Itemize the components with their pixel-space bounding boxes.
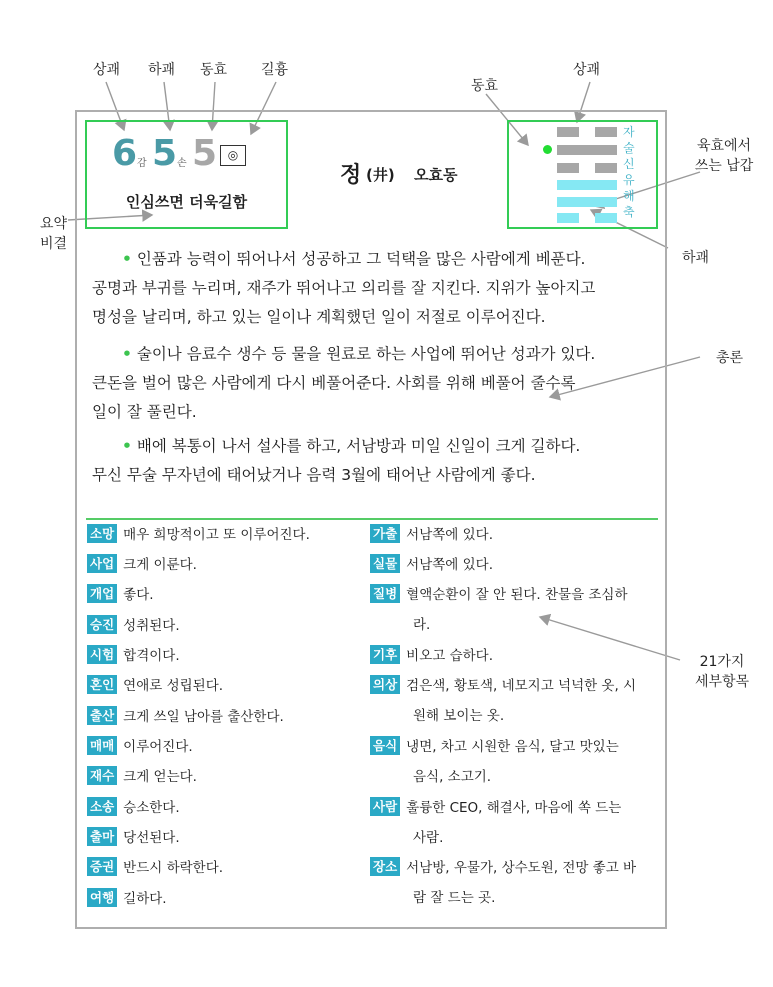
callout-upper-trigram-right: 상괘 [573, 62, 601, 78]
line-1-left [557, 213, 579, 223]
paragraph-line: 인품과 능력이 뛰어나서 성공하고 그 덕택을 많은 사람에게 베푼다. [136, 250, 586, 268]
detail-item [87, 762, 197, 792]
detail-item [87, 793, 180, 823]
detail-item-label: 의상 [370, 675, 400, 694]
detail-item-label: 혼인 [87, 675, 117, 694]
callout-detail-items: 21가지 세부항목 [694, 654, 750, 690]
detail-item-text: 길하다. [123, 891, 167, 907]
line-3 [557, 180, 617, 190]
detail-item [370, 793, 621, 823]
detail-item-text: 이루어진다. [123, 739, 193, 755]
detail-item-label: 시험 [87, 645, 117, 664]
hexagram-hanja: (井) [366, 166, 395, 184]
moving-line-number: 5 [192, 133, 218, 174]
detail-item-label: 가출 [370, 524, 400, 543]
detail-item-text: 서남쪽에 있다. [406, 527, 493, 543]
callout-fortune: 길흉 [261, 62, 289, 78]
detail-item-continuation: 람 잘 드는 곳. [413, 890, 496, 906]
detail-item-label: 음식 [370, 736, 400, 755]
detail-item-label: 실물 [370, 554, 400, 573]
paragraph-line: 명성을 날리며, 하고 있는 일이나 계획했던 일이 저절로 이루어진다. [92, 308, 546, 326]
callout-upper-trigram: 상괘 [93, 62, 121, 78]
detail-item-continuation: 라. [413, 617, 431, 633]
lower-trigram-name: 손 [177, 158, 187, 169]
detail-item [370, 580, 628, 610]
detail-item-text: 검은색, 황토색, 네모지고 넉넉한 옷, 시 [406, 678, 637, 694]
callout-overview: 총론 [716, 350, 744, 366]
bullet-icon: • [122, 250, 132, 268]
detail-item-text: 합격이다. [123, 648, 180, 664]
detail-item-text: 성취된다. [123, 618, 180, 634]
line-6-left [557, 127, 579, 137]
detail-item-continuation: 사람. [413, 830, 444, 846]
callout-napgap: 육효에서 쓰는 납갑 [694, 138, 754, 174]
callout-summary: 요약 비결 [40, 216, 68, 252]
detail-item [87, 732, 193, 762]
upper-trigram-name: 감 [137, 158, 147, 169]
detail-item [87, 702, 284, 732]
fortune-symbol-icon: ◎ [220, 145, 246, 166]
line-4-right [595, 163, 617, 173]
detail-item-label: 장소 [370, 857, 400, 876]
detail-item-label: 개업 [87, 584, 117, 603]
detail-item [370, 671, 636, 701]
line-4-left [557, 163, 579, 173]
detail-item-label: 증권 [87, 857, 117, 876]
lower-trigram-number: 5 [152, 133, 178, 174]
callout-moving-line-right: 동효 [471, 78, 499, 94]
detail-item [87, 641, 180, 671]
detail-item-label: 사람 [370, 797, 400, 816]
callout-lower-trigram: 하괘 [148, 62, 176, 78]
summary-text: 인심쓰면 더욱길함 [125, 193, 248, 211]
ganzhi-1: 축 [623, 205, 635, 219]
overview-paragraph-3 [92, 432, 580, 490]
detail-item [370, 641, 493, 671]
detail-item-label: 출산 [87, 706, 117, 725]
overview-paragraph-2 [92, 340, 595, 427]
line-6-right [595, 127, 617, 137]
detail-item [87, 671, 223, 701]
ganzhi-4: 신 [623, 157, 635, 171]
callout-moving-line: 동효 [200, 62, 228, 78]
detail-item-label: 소송 [87, 797, 117, 816]
detail-item-text: 반드시 하락한다. [123, 860, 224, 876]
detail-item [370, 520, 493, 550]
detail-item-label: 승진 [87, 615, 117, 634]
paragraph-line: 공명과 부귀를 누리며, 재주가 뛰어나고 의리를 잘 지킨다. 지위가 높아지고 [92, 279, 596, 297]
detail-item-text: 서남방, 우물가, 상수도원, 전망 좋고 바 [406, 860, 637, 876]
detail-item-text: 당선된다. [123, 830, 180, 846]
paragraph-line: 일이 잘 풀린다. [92, 403, 197, 421]
detail-item [87, 550, 197, 580]
line-1-right [595, 213, 617, 223]
moving-line-dot [543, 145, 552, 154]
upper-trigram-number: 6 [112, 133, 138, 174]
detail-item [87, 580, 154, 610]
callout-lower-trigram-right: 하괘 [682, 250, 710, 266]
detail-item-text: 매우 희망적이고 또 이루어진다. [123, 527, 310, 543]
ganzhi-3: 유 [623, 173, 635, 187]
detail-item [87, 611, 180, 641]
ganzhi-6: 자 [623, 125, 635, 139]
line-2 [557, 197, 617, 207]
detail-item [87, 520, 310, 550]
bullet-icon: • [122, 437, 132, 455]
detail-item [370, 853, 636, 883]
detail-item-label: 사업 [87, 554, 117, 573]
detail-item-text: 훌륭한 CEO, 해결사, 마음에 쏙 드는 [406, 800, 622, 816]
detail-item-text: 승소한다. [123, 800, 180, 816]
detail-item [370, 550, 493, 580]
bullet-icon: • [122, 345, 132, 363]
detail-item-label: 질병 [370, 584, 400, 603]
detail-item [87, 823, 180, 853]
detail-item-text: 크게 얻는다. [123, 769, 197, 785]
detail-item [87, 853, 223, 883]
ganzhi-5: 술 [623, 141, 635, 155]
detail-item [370, 732, 619, 762]
detail-item-text: 좋다. [123, 587, 154, 603]
paragraph-line: 술이나 음료수 생수 등 물을 원료로 하는 사업에 뛰어난 성과가 있다. [136, 345, 596, 363]
detail-item-text: 서남쪽에 있다. [406, 557, 493, 573]
overview-paragraph-1 [92, 245, 595, 332]
paragraph-line: 무신 무술 무자년에 태어났거나 음력 3월에 태어난 사람에게 좋다. [92, 466, 536, 484]
moving-line-label: 오효동 [414, 166, 458, 184]
hexagram-name: 정 [340, 163, 362, 188]
detail-item-label: 여행 [87, 888, 117, 907]
detail-item-label: 출마 [87, 827, 117, 846]
detail-item-text: 크게 이룬다. [123, 557, 197, 573]
paragraph-line: 큰돈을 벌어 많은 사람에게 다시 베풀어준다. 사회를 위해 베풀어 줄수록 [92, 374, 576, 392]
detail-item-text: 혈액순환이 잘 안 된다. 찬물을 조심하 [406, 587, 628, 603]
ganzhi-2: 해 [623, 189, 635, 203]
detail-item-continuation: 원해 보이는 옷. [413, 708, 505, 724]
paragraph-line: 배에 복통이 나서 설사를 하고, 서남방과 미일 신일이 크게 길하다. [136, 437, 581, 455]
detail-item-text: 비오고 습하다. [406, 648, 493, 664]
detail-item-label: 기후 [370, 645, 400, 664]
ganzhi-column [623, 124, 637, 220]
detail-item-continuation: 음식, 소고기. [413, 769, 492, 785]
detail-item-text: 연애로 성립된다. [123, 678, 224, 694]
detail-item-text: 냉면, 차고 시원한 음식, 달고 맛있는 [406, 739, 619, 755]
detail-item-label: 재수 [87, 766, 117, 785]
detail-item-text: 크게 쓰일 남아를 출산한다. [123, 709, 284, 725]
line-5 [557, 145, 617, 155]
detail-item [87, 884, 167, 914]
detail-item-label: 매매 [87, 736, 117, 755]
detail-item-label: 소망 [87, 524, 117, 543]
